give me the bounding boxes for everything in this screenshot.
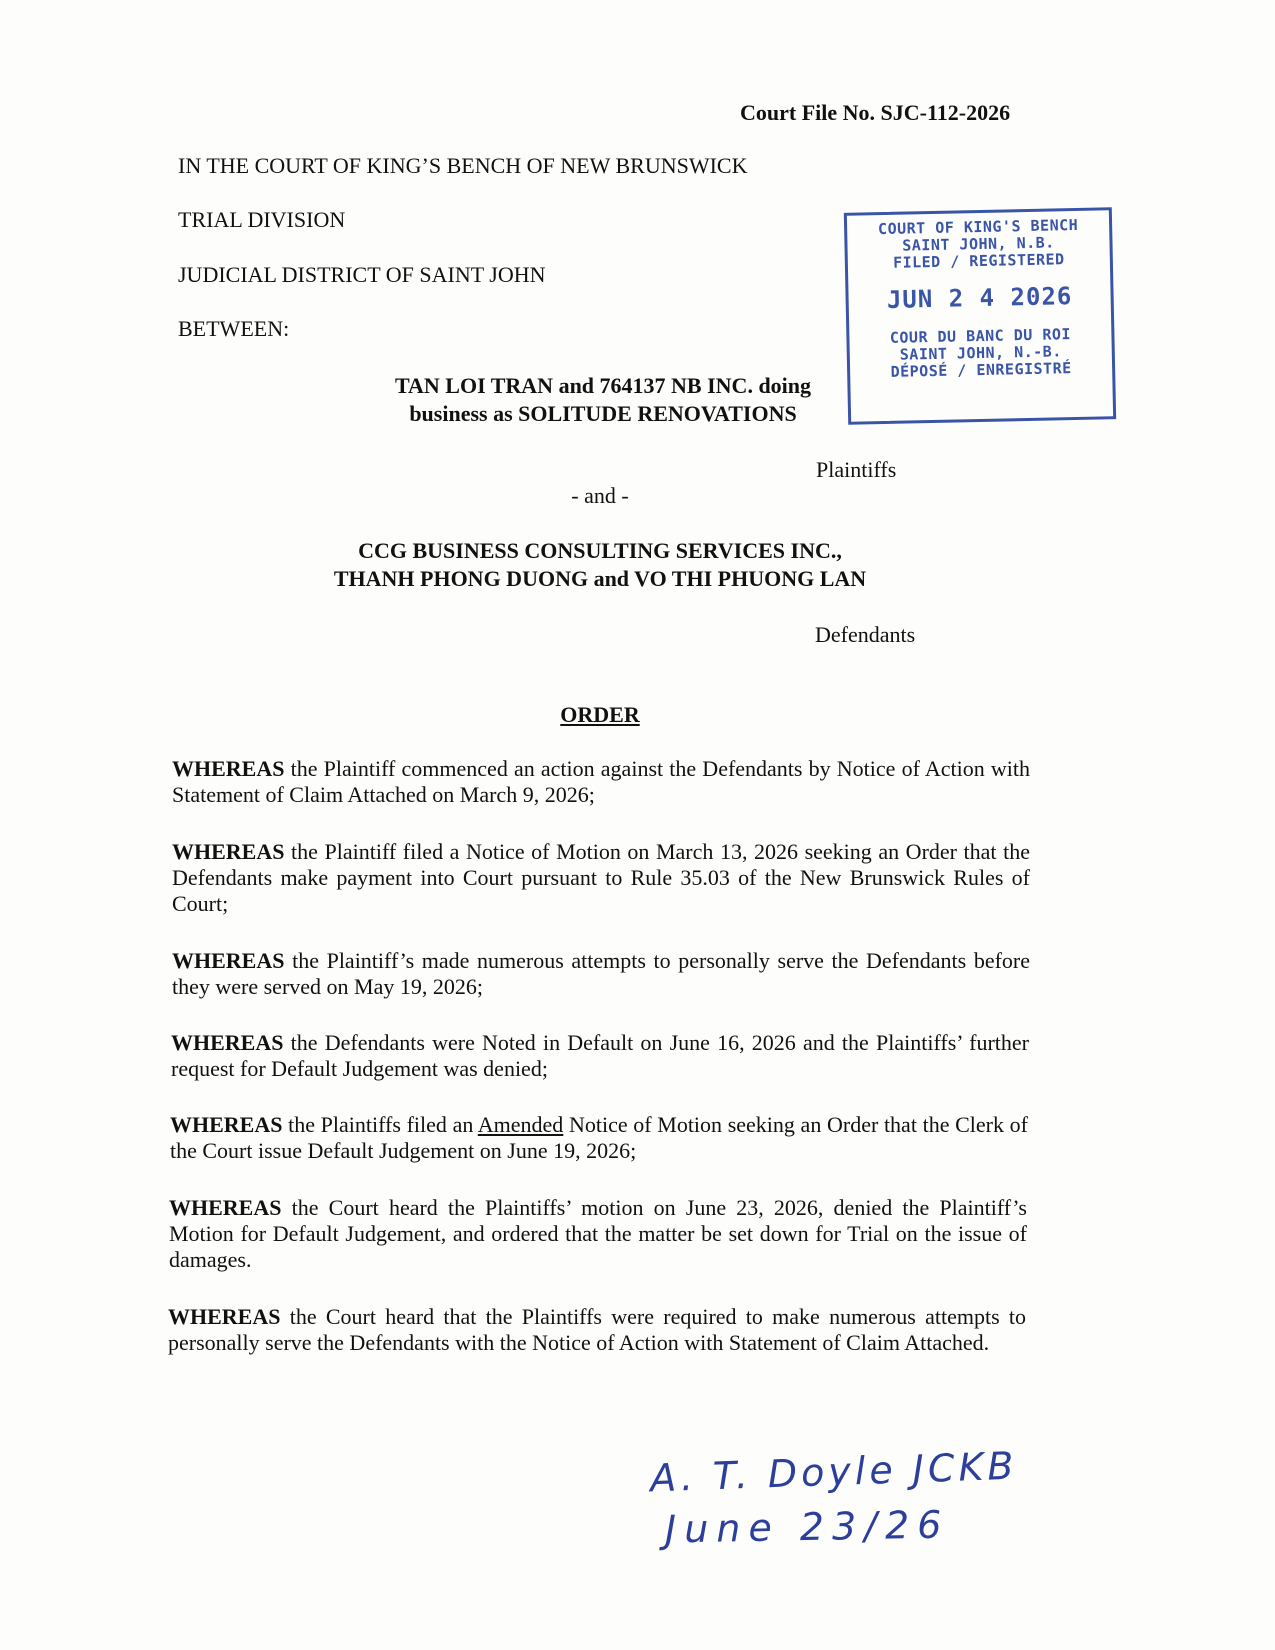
- court-file-number: Court File No. SJC-112-2026: [740, 100, 1011, 125]
- whereas-paragraph: [170, 1112, 1028, 1164]
- court-name: IN THE COURT OF KING’S BENCH OF NEW BRUNSWICK: [178, 153, 748, 178]
- stamp-line: DÉPOSÉ / ENREGISTRÉ: [890, 359, 1072, 381]
- between-label: BETWEEN:: [178, 316, 290, 341]
- plaintiffs-line: TAN LOI TRAN and 764137 NB INC. doing: [394, 373, 812, 398]
- paragraph-text: the Defendants were Noted in Default on June 16, 2026 and the Plaintiffs’ further request for Default Judgement was denied;: [171, 1030, 1029, 1081]
- judge-signature: A. T. Doyle JCKB: [649, 1443, 1019, 1501]
- paragraph-text: the Plaintiff commenced an action against the Defendants by Notice of Action with Statement of Claim Attached on March 9, 2026;: [172, 756, 1030, 807]
- stamp-line: COURT OF KING'S BENCH: [877, 215, 1079, 239]
- stamp-date: JUN 2 4 2026: [886, 282, 1073, 314]
- whereas-lead: WHEREAS: [172, 756, 285, 781]
- whereas-lead: WHEREAS: [171, 1030, 284, 1055]
- whereas-lead: WHEREAS: [168, 1304, 281, 1329]
- defendants-line: THANH PHONG DUONG and VO THI PHUONG LAN: [333, 566, 867, 591]
- paragraph-text: the Plaintiffs filed an: [282, 1112, 478, 1137]
- whereas-lead: WHEREAS: [172, 839, 285, 864]
- whereas-paragraph: [169, 1195, 1027, 1273]
- stamp-line: SAINT JOHN, N.B.: [902, 233, 1055, 255]
- paragraph-text: the Plaintiff’s made numerous attempts to personally serve the Defendants before they were served on May 19, 2026;: [172, 948, 1030, 999]
- signature-date: June 23/26: [664, 1502, 950, 1552]
- paragraph-text: the Court heard that the Plaintiffs were required to make numerous attempts to personally serve the Defendants with the Notice of Action with Statement of Claim Attached.: [168, 1304, 1026, 1355]
- whereas-paragraph: [172, 948, 1030, 1000]
- plaintiffs-role: Plaintiffs: [816, 457, 897, 482]
- stamp-line: COUR DU BANC DU ROI: [889, 325, 1072, 347]
- paragraph-text: the Court heard the Plaintiffs’ motion on June 23, 2026, denied the Plaintiff’s Motion for Default Judgement, and ordered that the matter be set down for Trial on the issue of damages.: [169, 1195, 1027, 1272]
- defendants-names: [250, 537, 950, 593]
- order-title: ORDER: [560, 702, 640, 727]
- defendants-role: Defendants: [815, 622, 916, 647]
- judicial-district: JUDICIAL DISTRICT OF SAINT JOHN: [178, 262, 546, 287]
- stamp-line: FILED / REGISTERED: [892, 250, 1065, 272]
- whereas-lead: WHEREAS: [170, 1112, 283, 1137]
- plaintiffs-line: business as SOLITUDE RENOVATIONS: [409, 401, 797, 426]
- whereas-paragraph: [171, 1030, 1029, 1082]
- whereas-paragraph: [168, 1304, 1026, 1356]
- amended-underlined: Amended: [477, 1112, 564, 1137]
- paragraph-text: the Plaintiff filed a Notice of Motion on March 13, 2026 seeking an Order that the Defendants make payment into Court pursuant to Rule 35.03 of the New Brunswick Rules of Court;: [172, 839, 1030, 916]
- filed-stamp: [844, 207, 1116, 425]
- whereas-lead: WHEREAS: [169, 1195, 282, 1220]
- whereas-paragraph: [172, 756, 1030, 808]
- paragraph-text: Notice of Motion seeking an Order that the Clerk of the Court issue Default Judgement on June 19, 2026;: [170, 1112, 1028, 1163]
- whereas-paragraph: [172, 839, 1030, 917]
- whereas-lead: WHEREAS: [172, 948, 285, 973]
- and-separator: - and -: [571, 483, 629, 508]
- court-division: TRIAL DIVISION: [178, 207, 346, 232]
- defendants-line: CCG BUSINESS CONSULTING SERVICES INC.,: [358, 538, 842, 563]
- stamp-line: SAINT JOHN, N.-B.: [899, 342, 1062, 364]
- plaintiffs-names: [360, 372, 846, 428]
